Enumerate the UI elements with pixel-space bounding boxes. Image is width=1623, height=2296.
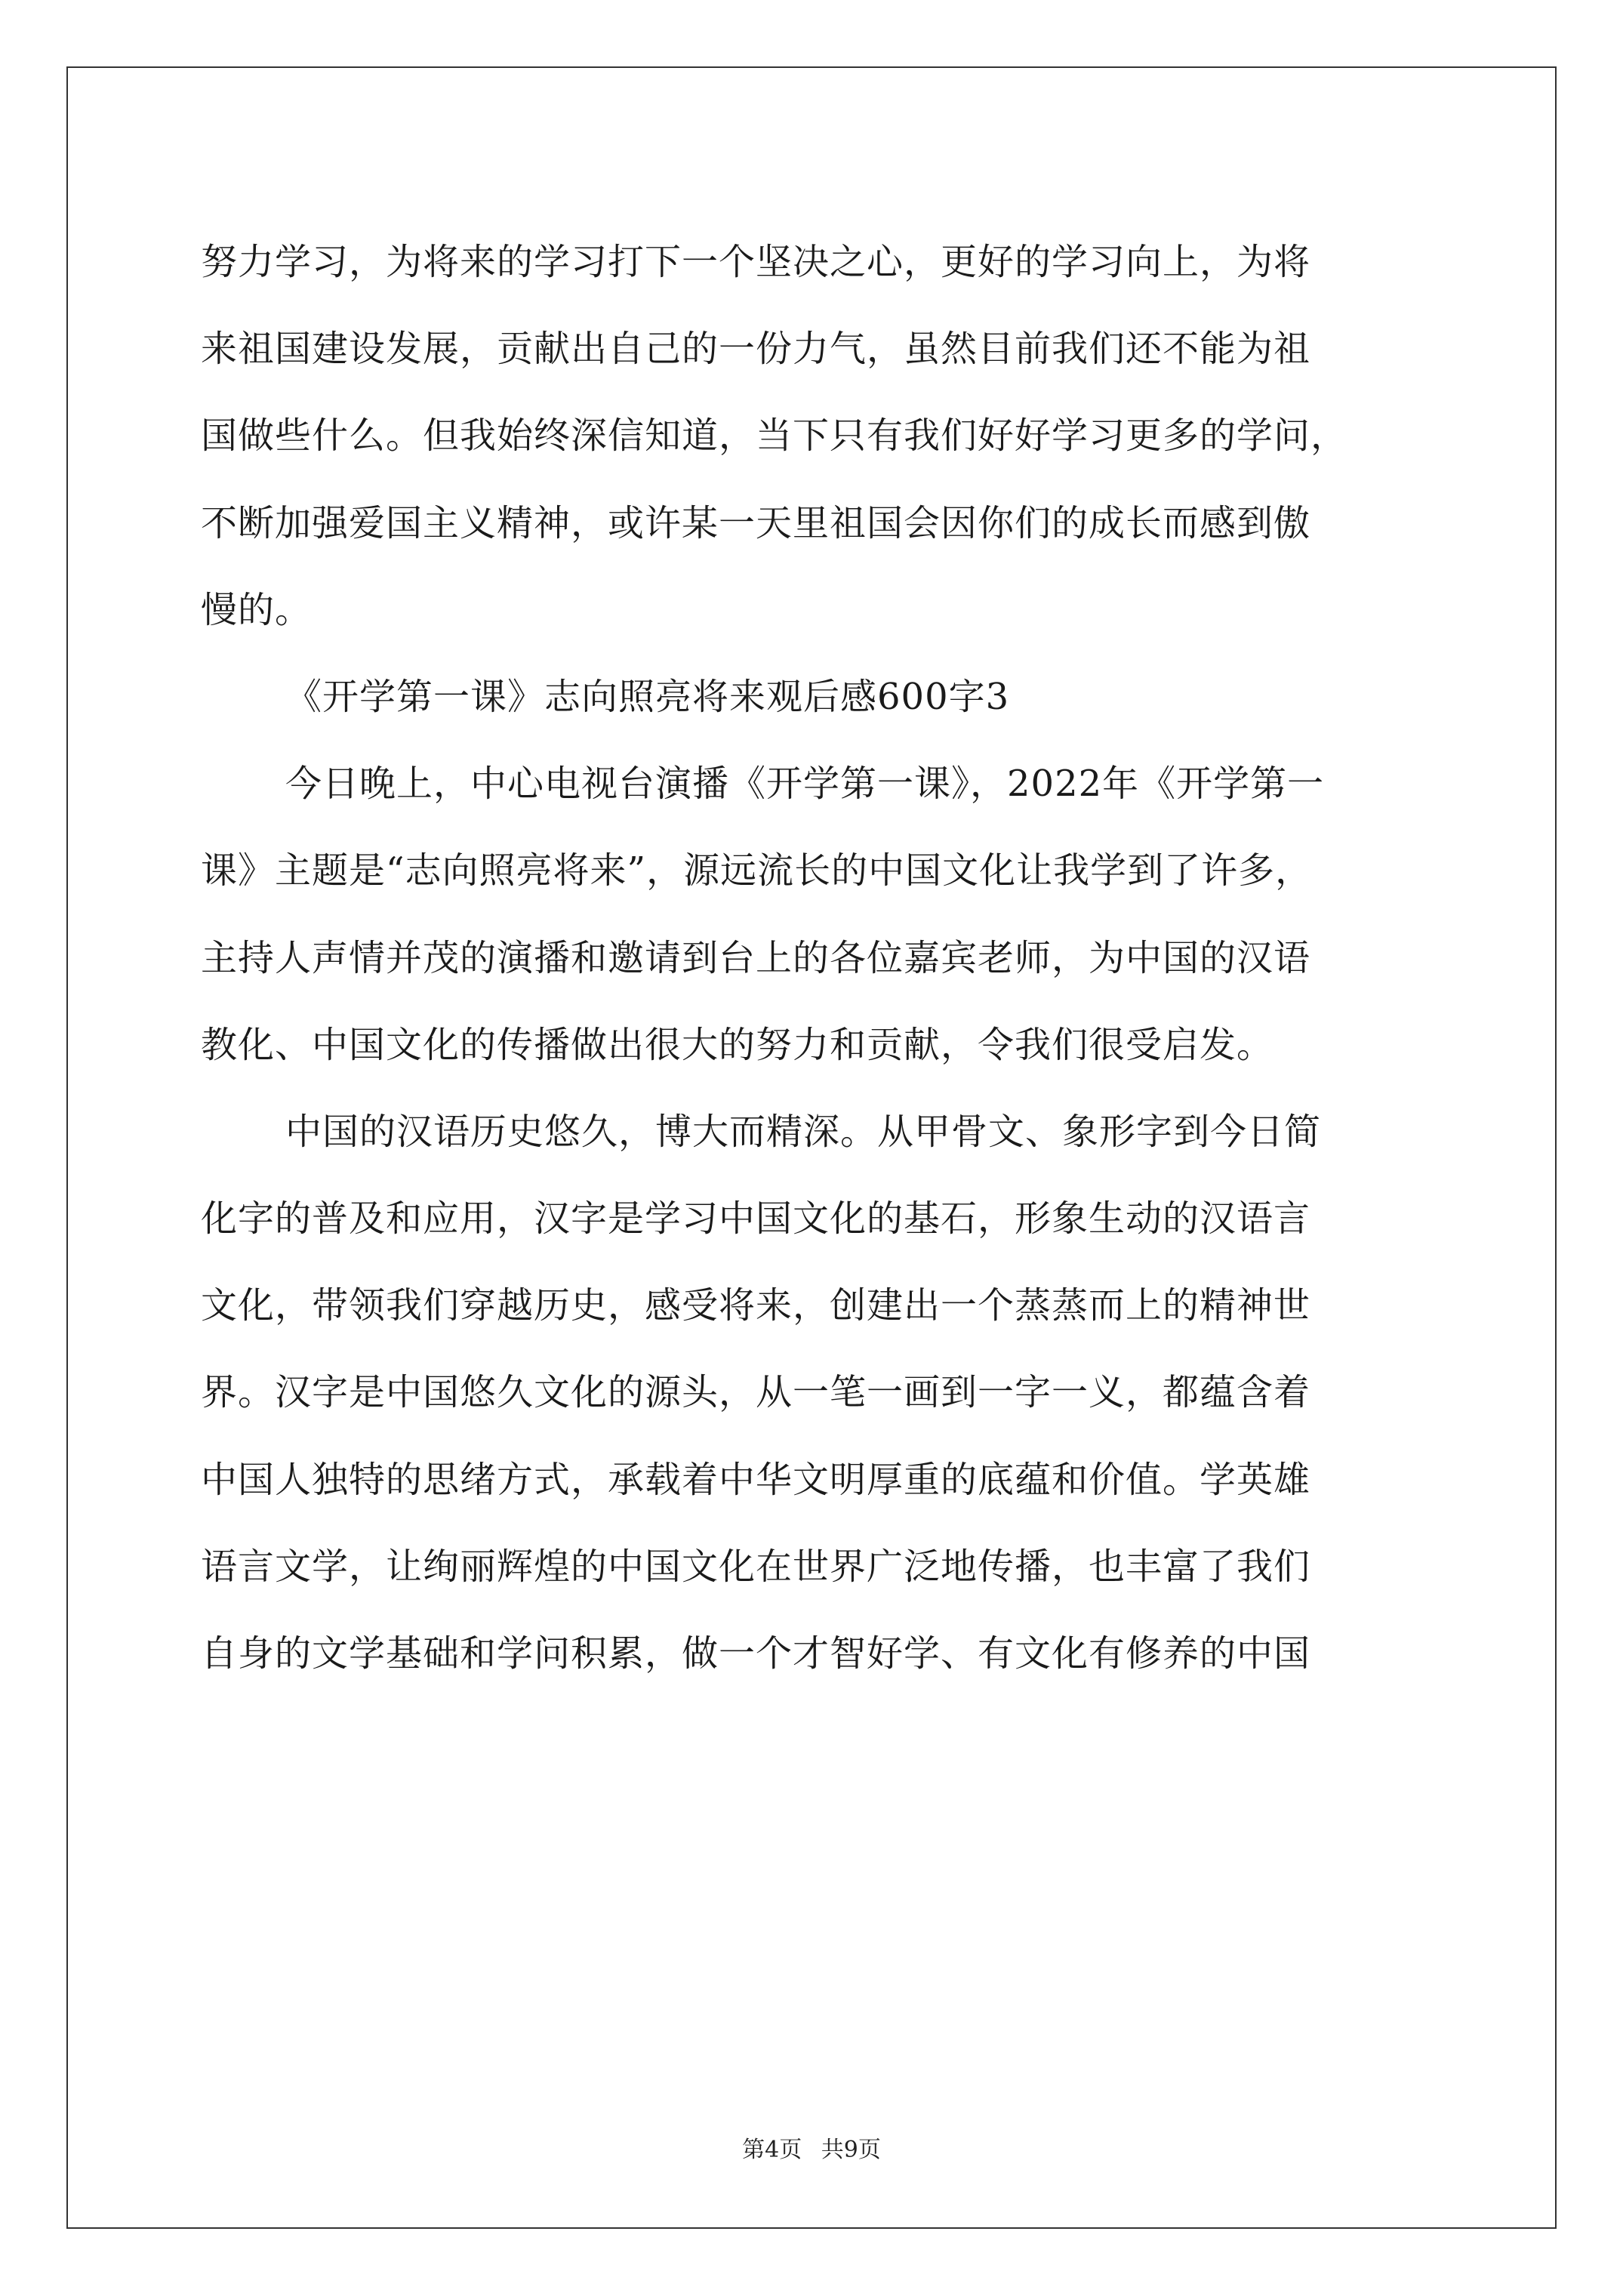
text-line: 努力学习，为将来的学习打下一个坚决之心，更好的学习向上，为将 — [201, 241, 1311, 283]
text-line: 课》主题是“志向照亮将来”，源远流长的中国文化让我学到了许多， — [201, 849, 1313, 892]
text-line: 界。汉字是中国悠久文化的源头，从一笔一画到一字一义，都蕴含着 — [201, 1371, 1311, 1414]
section-title: 《开学第一课》志向照亮将来观后感600字3 — [285, 675, 1010, 718]
text-line: 国做些什么。但我始终深信知道，当下只有我们好好学习更多的学问， — [201, 415, 1348, 458]
page-number: 第4页 — [742, 2137, 802, 2163]
paragraph-first-line: 今日晚上，中心电视台演播《开学第一课》，2022年《开学第一 — [285, 763, 1325, 806]
text-line: 中国人独特的思绪方式，承载着中华文明厚重的底蕴和价值。学英雄 — [201, 1458, 1311, 1501]
text-line: 慢的。 — [201, 588, 313, 631]
text-line: 来祖国建设发展，贡献出自己的一份力气，虽然目前我们还不能为祖 — [201, 328, 1311, 371]
text-line: 文化，带领我们穿越历史，感受将来，创建出一个蒸蒸而上的精神世 — [201, 1284, 1311, 1327]
text-line: 语言文学，让绚丽辉煌的中国文化在世界广泛地传播，也丰富了我们 — [201, 1545, 1311, 1588]
paragraph-first-line: 中国的汉语历史悠久，博大而精深。从甲骨文、象形字到今日简 — [285, 1110, 1322, 1153]
document-body — [201, 219, 1431, 1697]
text-line: 不断加强爱国主义精神，或许某一天里祖国会因你们的成长而感到傲 — [201, 501, 1311, 544]
text-line: 教化、中国文化的传播做出很大的努力和贡献，令我们很受启发。 — [201, 1023, 1274, 1066]
page-footer — [0, 2137, 1623, 2164]
text-line: 主持人声情并茂的演播和邀请到台上的各位嘉宾老师，为中国的汉语 — [201, 936, 1311, 979]
text-line: 化字的普及和应用，汉字是学习中国文化的基石，形象生动的汉语言 — [201, 1197, 1311, 1240]
text-line: 自身的文学基础和学问积累，做一个才智好学、有文化有修养的中国 — [201, 1632, 1311, 1675]
page-total: 共9页 — [821, 2137, 881, 2163]
